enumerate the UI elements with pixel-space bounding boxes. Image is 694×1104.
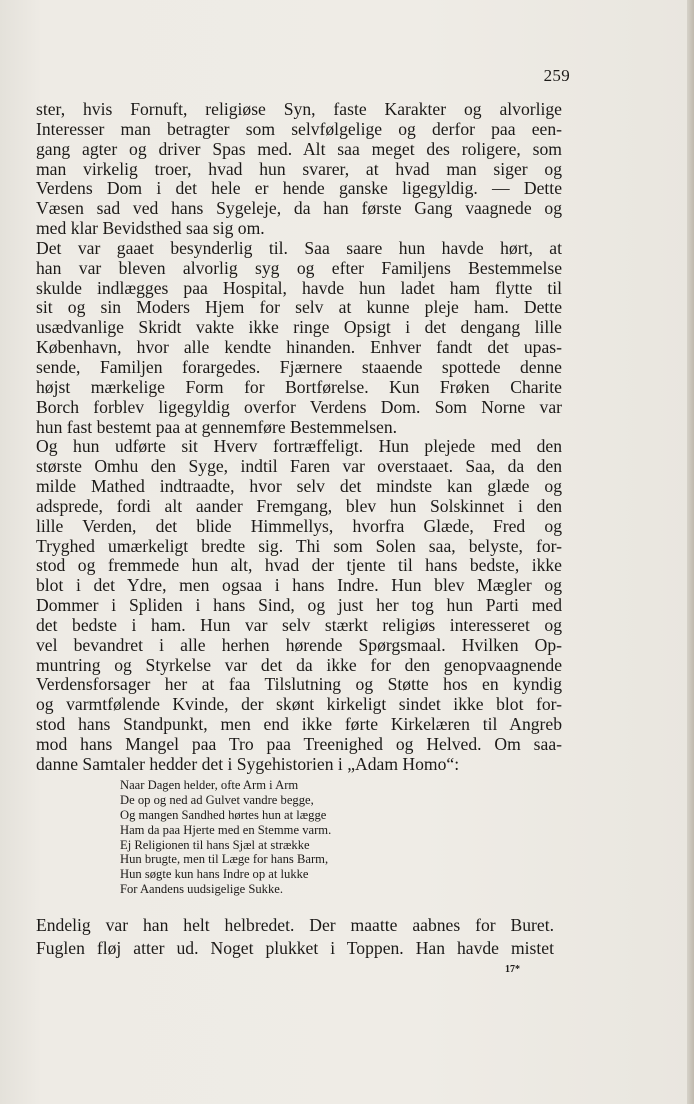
text-line: vel bevandret i alle herhen hørende Spørgsmaal. Hvilken Op-: [36, 635, 562, 655]
text-line: ster, hvis Fornuft, religiøse Syn, faste Karakter og alvorlige: [36, 100, 562, 119]
text-line: hun fast bestemt paa at gennemføre Bestemmelsen.: [36, 417, 398, 437]
verse-line: Ham da paa Hjerte med en Stemme varm.: [120, 822, 332, 837]
text-line: milde Mathed indtraadte, hvor selv det mindste kan glæde og: [36, 477, 562, 497]
text-line: Endelig var han helt helbredet. Der maatte aabnes for Buret.: [36, 915, 554, 935]
text-line: sit og sin Moders Hjem for selv at kunne pleje ham. Dette: [36, 298, 562, 318]
text-line: København, hvor alle kendte hinanden. Enhver fandt det upas-: [36, 338, 562, 358]
text-line: sende, Familjen forargedes. Fjærnere staaende spottede denne: [36, 357, 562, 377]
text-line: Væsen sad ved hans Sygeleje, da han første Gang vaagnede og: [36, 199, 562, 219]
verse-line: Hun søgte kun hans Indre op at lukke: [120, 867, 309, 882]
text-line: Verdens Dom i det hele er hende ganske ligegyldig. — Dette: [36, 179, 562, 199]
text-line: man virkelig troer, hvad hun svarer, at hvad man siger og: [36, 159, 562, 179]
text-line: stod hans Standpunkt, men end ikke førte Kirkelæren til Angreb: [36, 715, 562, 735]
text-line: mod hans Mangel paa Tro paa Treenighed og Helved. Om saa-: [36, 735, 562, 754]
text-line: blot i det Ydre, men ogsaa i hans Indre. Hun blev Mægler og: [36, 576, 562, 596]
text-line: adsprede, fordi alt aander Fremgang, blev hun Solskinnet i den: [36, 496, 562, 516]
text-line: Tryghed umærkeligt bredte sig. Thi som Solen saa, belyste, for-: [36, 536, 562, 556]
text-line: og varmtfølende Kvinde, der skønt kirkeligt sindet ikke blot for-: [36, 695, 562, 715]
verse-line: Hun brugte, men til Læge for hans Barm,: [120, 852, 329, 867]
signature-mark: 17*: [505, 964, 520, 975]
page-number: 259: [543, 66, 570, 85]
verse-line: De op og ned ad Gulvet vandre begge,: [120, 792, 314, 807]
text-line: Det var gaaet besynderlig til. Saa saare hun havde hørt, at: [36, 238, 562, 258]
text-line: lille Verden, det blide Himmellys, hvorfra Glæde, Fred og: [36, 516, 562, 536]
text-line: Interesser man betragter som selvfølgelige og derfor paa een-: [36, 119, 562, 139]
text-line: skulde indlægges paa Hospital, havde hun ladet ham flytte til: [36, 278, 562, 298]
closing-text: [36, 914, 554, 960]
verse-line: Ej Religionen til hans Sjæl at strække: [120, 837, 310, 852]
text-line: Dommer i Spliden i hans Sind, og just her tog hun Parti med: [36, 596, 562, 616]
text-line: Fuglen fløj atter ud. Noget plukket i Toppen. Han havde mistet: [36, 938, 554, 958]
text-line: Verdensforsager her at faa Tilslutning og Støtte hos en kyndig: [36, 675, 562, 695]
text-line: muntring og Styrkelse var det da ikke for den genopvaagnende: [36, 655, 562, 675]
text-line: danne Samtaler hedder det i Sygehistorien i „Adam Homo“:: [36, 754, 460, 774]
text-line: han var bleven alvorlig syg og efter Familjens Bestemmelse: [36, 258, 562, 278]
text-line: stod og fremmede hun alt, hvad der tjente til hans bedste, ikke: [36, 556, 562, 576]
text-line: det bedste i ham. Hun var selv stærkt religiøs interesseret og: [36, 615, 562, 635]
text-line: Borch forblev ligegyldig overfor Verdens Dom. Som Norne var: [36, 397, 562, 417]
verse-quote: [120, 778, 430, 897]
main-text: [36, 100, 562, 775]
text-line: gang agter og driver Spas med. Alt saa meget des roligere, som: [36, 139, 562, 159]
verse-line: For Aandens uudsigelige Sukke.: [120, 882, 284, 897]
text-line: højst mærkelige Form for Bortførelse. Kun Frøken Charite: [36, 377, 562, 397]
text-line: største Omhu den Syge, indtil Faren var overstaaet. Saa, da den: [36, 457, 562, 477]
verse-line: Naar Dagen helder, ofte Arm i Arm: [120, 778, 299, 792]
text-line: usædvanlige Skridt vakte ikke ringe Opsigt i det dengang lille: [36, 318, 562, 338]
page-edge: [687, 0, 694, 1104]
text-line: Og hun udførte sit Hverv fortræffeligt. Hun plejede med den: [36, 437, 562, 457]
text-line: med klar Bevidsthed saa sig om.: [36, 219, 265, 239]
verse-line: Og mangen Sandhed hørtes hun at lægge: [120, 807, 327, 822]
